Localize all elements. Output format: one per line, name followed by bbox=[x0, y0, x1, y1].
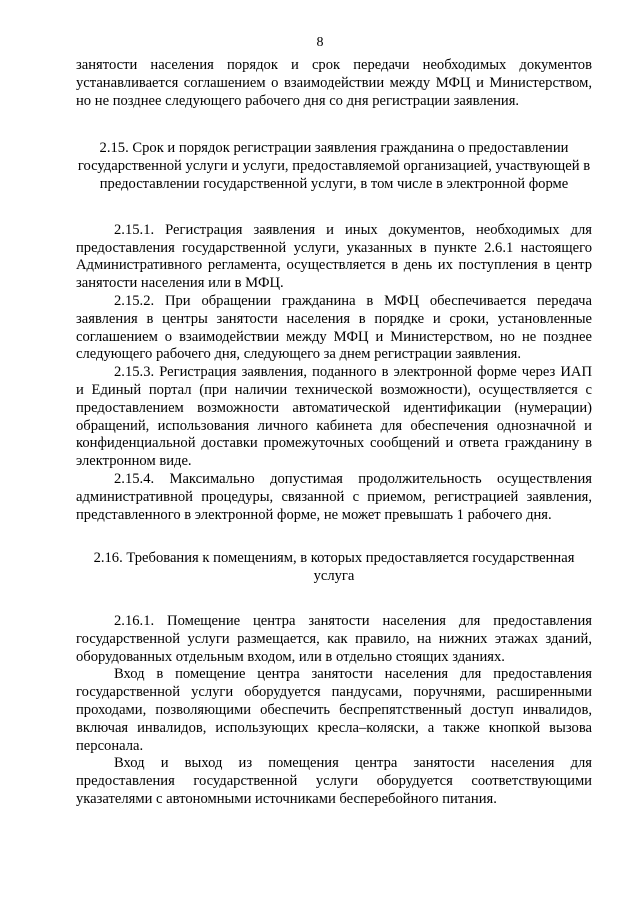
document-body bbox=[76, 57, 592, 809]
section-2-16-heading: 2.16. Требования к помещениям, в которых предоставляется государственная услуга bbox=[93, 550, 575, 585]
paragraph-2-15-4: 2.15.4. Максимально допустимая продолжительность осуществления административной процедуры, связанной с приемом, регистрацией заявления, представленного в электронной форме, не может превышать 1 рабочего дня. bbox=[76, 470, 592, 523]
page-number: 8 bbox=[316, 35, 324, 50]
paragraph-2-15-3: 2.15.3. Регистрация заявления, поданного в электронной форме через ИАП и Единый портал (при наличии технической возможности), осуществляется с предоставлением возможности автоматической идентификации (нумерации) обращений, использования личного кабинета для обеспечения однозначной и конфиденциальной доставки промежуточных сообщений и ответа гражданину в электронном виде. bbox=[76, 364, 592, 470]
paragraph-entrance-equipment: Вход в помещение центра занятости населения для предоставления государственной услуги оборудуется пандусами, поручнями, расширенными проходами, позволяющими обеспечить беспрепятственный доступ инвалидов, включая инвалидов, использующих кресла–коляски, а также кнопкой вызова персонала. bbox=[76, 666, 592, 754]
paragraph-2-16-1: 2.16.1. Помещение центра занятости населения для предоставления государственной услуги размещается, как правило, на нижних этажах зданий, оборудованных отдельным входом, или в отдельно стоящих зданиях. bbox=[76, 612, 592, 665]
section-2-16-body bbox=[76, 613, 592, 809]
section-2-15-heading: 2.15. Срок и порядок регистрации заявления гражданина о предоставлении государственной услуги и услуги, предоставляемой организацией, участвующей в предоставлении государственной услуги, в том числе в электронной форме bbox=[77, 140, 591, 192]
intro-paragraph: занятости населения порядок и срок передачи необходимых документов устанавливается соглашением о взаимодействии между МФЦ и Министерством, но не позднее следующего рабочего дня со дня регистрации заявления. bbox=[76, 57, 592, 109]
section-2-15-body bbox=[76, 222, 592, 525]
paragraph-2-15-1: 2.15.1. Регистрация заявления и иных документов, необходимых для предоставления государственной услуги, указанных в пункте 2.6.1 настоящего Административного регламента, осуществляется в день их поступления в центр занятости населения или в МФЦ. bbox=[76, 221, 592, 292]
paragraph-2-15-2: 2.15.2. При обращении гражданина в МФЦ обеспечивается передача заявления в центры занятости населения в порядке и сроки, установленные соглашением о взаимодействии между МФЦ и Министерством, но не позднее следующего рабочего дня, следующего за днем регистрации заявления. bbox=[76, 292, 592, 363]
paragraph-entrance-exit-signs: Вход и выход из помещения центра занятости населения для предоставления государственной услуги оборудуется соответствующими указателями с автономными источниками бесперебойного питания. bbox=[76, 755, 592, 807]
